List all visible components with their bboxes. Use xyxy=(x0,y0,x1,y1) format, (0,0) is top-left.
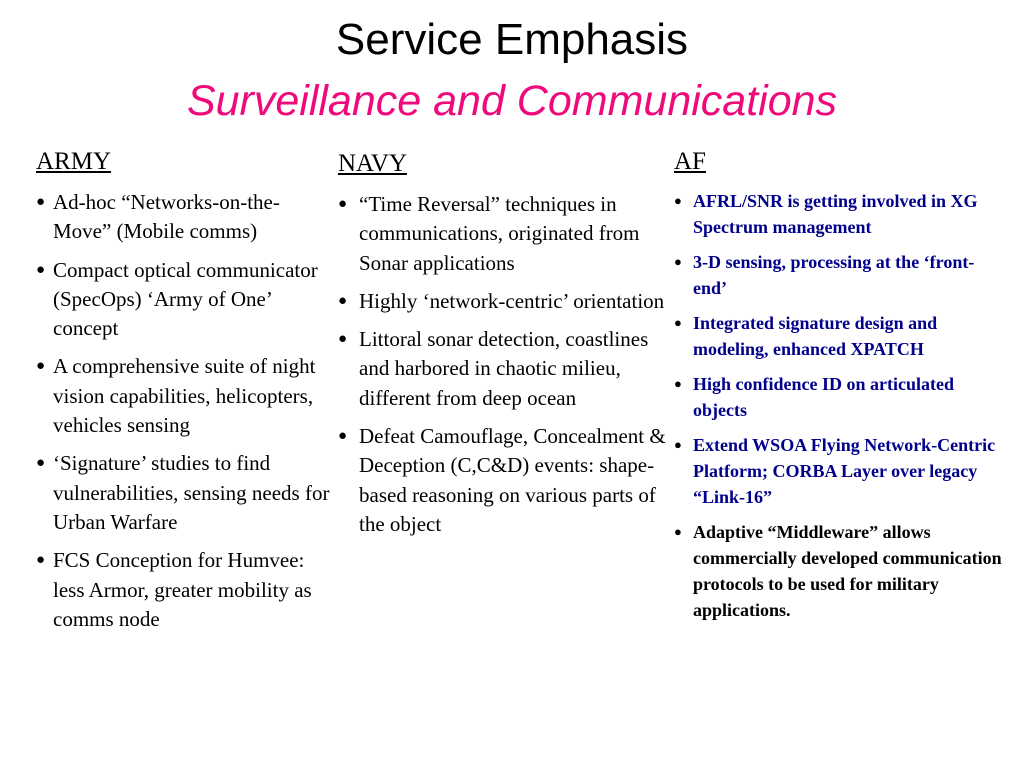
army-bullet-text: A comprehensive suite of night vision capabilities, helicopters, vehicles sensing xyxy=(53,354,316,438)
bullet-icon: ● xyxy=(674,193,682,208)
af-bullet-item xyxy=(674,371,1004,423)
bullet-icon: ● xyxy=(338,196,348,212)
navy-bullet-text: “Time Reversal” techniques in communications, originated from Sonar applications xyxy=(359,192,640,275)
af-bullet-item xyxy=(674,188,1004,240)
af-bullet-item xyxy=(674,519,1004,623)
navy-bullet-item xyxy=(338,325,668,413)
bullet-icon: ● xyxy=(674,437,682,452)
army-bullet-text: Ad-hoc “Networks-on-the-Move” (Mobile comms) xyxy=(53,190,280,244)
navy-bullet-item xyxy=(338,190,668,278)
bullet-icon: ● xyxy=(338,428,348,445)
bullet-icon: ● xyxy=(674,254,682,269)
bullet-icon: ● xyxy=(338,331,348,348)
af-bullet-text: Adaptive “Middleware” allows commercially developed communication protocols to be used for military applications. xyxy=(693,522,1002,620)
army-bullet-item xyxy=(36,256,336,344)
af-bullet-text: Extend WSOA Flying Network-Centric Platform; CORBA Layer over legacy “Link-16” xyxy=(693,435,996,507)
navy-bullet-text: Highly ‘network-centric’ orientation xyxy=(359,288,665,313)
army-column xyxy=(36,148,336,643)
af-bullet-item xyxy=(674,249,1004,301)
bullet-icon: ● xyxy=(674,524,682,539)
army-bullet-text: ‘Signature’ studies to find vulnerabilities, sensing needs for Urban Warfare xyxy=(53,451,330,534)
navy-column xyxy=(338,150,668,548)
navy-bullet-item xyxy=(338,287,668,316)
af-bullet-list xyxy=(674,188,1004,623)
bullet-icon: ● xyxy=(36,194,46,210)
af-heading: AF xyxy=(674,148,706,175)
af-bullet-text: Integrated signature design and modeling, enhanced XPATCH xyxy=(693,313,938,359)
navy-bullet-item xyxy=(338,422,668,539)
bullet-icon: ● xyxy=(674,376,682,391)
army-heading: ARMY xyxy=(36,148,112,175)
navy-heading: NAVY xyxy=(338,150,407,177)
bullet-icon: ● xyxy=(674,315,682,330)
bullet-icon: ● xyxy=(338,292,348,309)
af-bullet-text: 3-D sensing, processing at the ‘front-end’ xyxy=(693,252,975,298)
army-bullet-item xyxy=(36,449,336,537)
af-bullet-text: AFRL/SNR is getting involved in XG Spectrum management xyxy=(693,191,978,237)
bullet-icon: ● xyxy=(36,455,46,472)
af-column xyxy=(674,148,1004,632)
army-bullet-item xyxy=(36,352,336,440)
slide-title: Service Emphasis xyxy=(335,15,689,64)
navy-bullet-text: Defeat Camouflage, Concealment & Deception (C,C&D) events: shape-based reasoning on various parts of the object xyxy=(359,424,666,536)
bullet-icon: ● xyxy=(36,552,46,569)
army-bullet-list xyxy=(36,188,336,634)
af-bullet-item xyxy=(674,310,1004,362)
army-bullet-text: Compact optical communicator (SpecOps) ‘Army of One’ concept xyxy=(53,257,318,341)
af-bullet-text: High confidence ID on articulated objects xyxy=(693,374,954,420)
navy-bullet-list xyxy=(338,190,668,539)
slide-subtitle: Surveillance and Communications xyxy=(186,77,838,125)
af-bullet-item xyxy=(674,432,1004,510)
army-bullet-text: FCS Conception for Humvee: less Armor, greater mobility as comms node xyxy=(53,548,312,631)
army-bullet-item xyxy=(36,188,336,247)
bullet-icon: ● xyxy=(36,358,46,375)
bullet-icon: ● xyxy=(36,261,46,278)
navy-bullet-text: Littoral sonar detection, coastlines and harbored in chaotic milieu, different from deep ocean xyxy=(359,327,649,410)
army-bullet-item xyxy=(36,546,336,634)
